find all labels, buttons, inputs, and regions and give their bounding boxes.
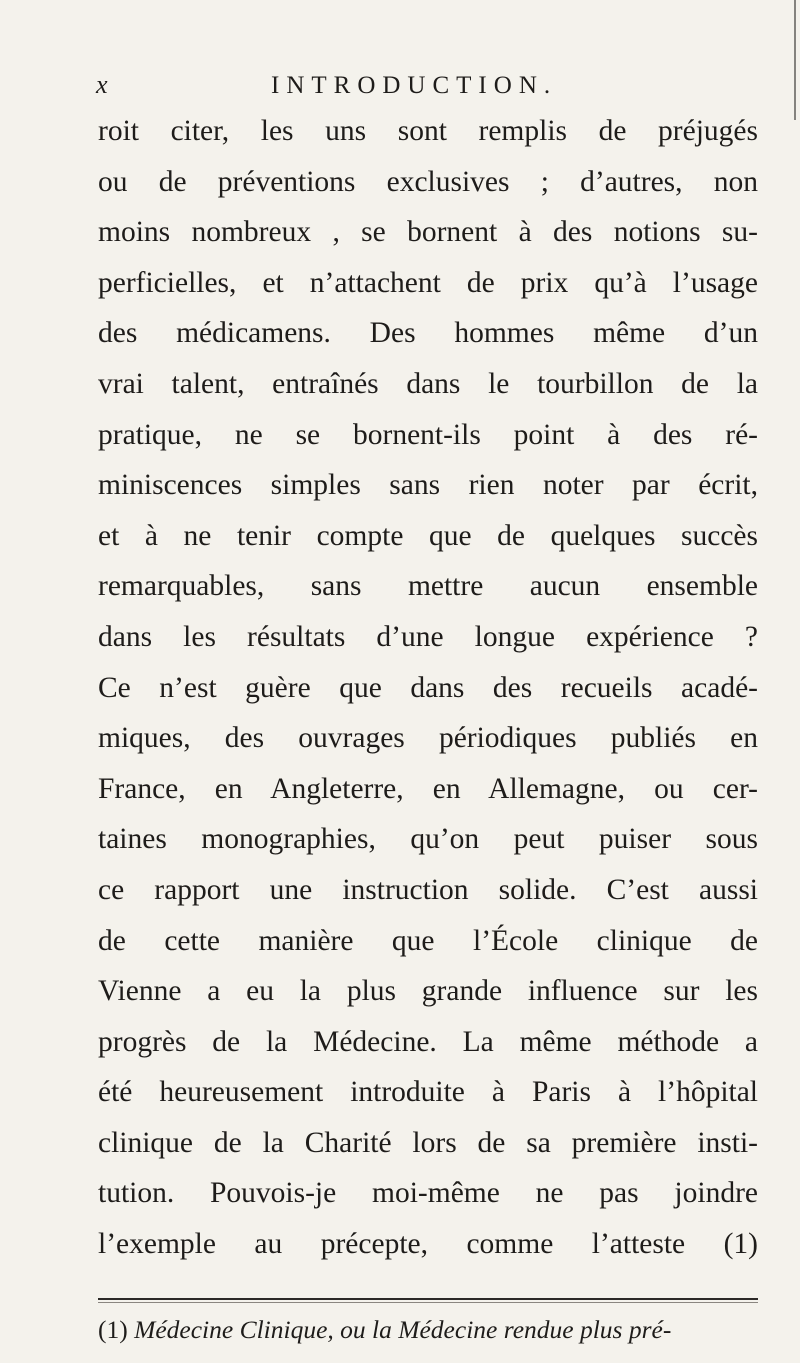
page-edge-line (794, 0, 796, 120)
text-line: été heureusement introduite à Paris à l’hôpital (98, 1076, 758, 1109)
footnote-rule-thin (98, 1302, 758, 1303)
text-line: de cette manière que l’École clinique de (98, 924, 758, 957)
text-line: dans les résultats d’une longue expérience ? (98, 620, 758, 653)
footnote-text: Médecine Clinique, ou la Médecine rendue plus pré- (134, 1315, 672, 1344)
text-line: perficielles, et n’attachent de prix qu’à l’usage (98, 266, 758, 299)
footnote (98, 1310, 778, 1350)
text-line: ce rapport une instruction solide. C’est aussi (98, 873, 758, 906)
text-line: roit citer, les uns sont remplis de préjugés (98, 115, 758, 147)
text-line: pratique, ne se bornent-ils point à des ré- (98, 418, 758, 451)
text-line: moins nombreux , se bornent à des notions su- (98, 216, 758, 249)
text-line: France, en Angleterre, en Allemagne, ou cer- (98, 772, 758, 805)
footnote-marker: (1) (98, 1315, 128, 1344)
text-line: miques, des ouvrages périodiques publiés en (98, 722, 758, 755)
text-line: des médicamens. Des hommes même d’un (98, 317, 758, 350)
text-line: taines monographies, qu’on peut puiser sous (98, 823, 758, 856)
text-line: l’exemple au précepte, comme l’atteste (1) (98, 1228, 758, 1261)
text-line: tution. Pouvois-je moi-même ne pas joindre (98, 1177, 758, 1210)
text-line: clinique de la Charité lors de sa première insti- (98, 1126, 758, 1159)
running-head (96, 70, 746, 106)
text-line: progrès de la Médecine. La même méthode a (98, 1025, 758, 1058)
text-line: vrai talent, entraînés dans le tourbillon de la (98, 367, 758, 400)
footnote-rule (98, 1298, 758, 1300)
text-line: Vienne a eu la plus grande influence sur les (98, 975, 758, 1008)
page-number: x (96, 70, 108, 99)
text-line: Ce n’est guère que dans des recueils acadé- (98, 671, 758, 704)
body-text (98, 106, 758, 1270)
text-line: miniscences simples sans rien noter par écrit, (98, 469, 758, 502)
text-line: ou de préventions exclusives ; d’autres, non (98, 165, 758, 198)
text-line: et à ne tenir compte que de quelques succès (98, 519, 758, 552)
running-title: INTRODUCTION. (271, 72, 558, 99)
text-line: remarquables, sans mettre aucun ensemble (98, 570, 758, 603)
